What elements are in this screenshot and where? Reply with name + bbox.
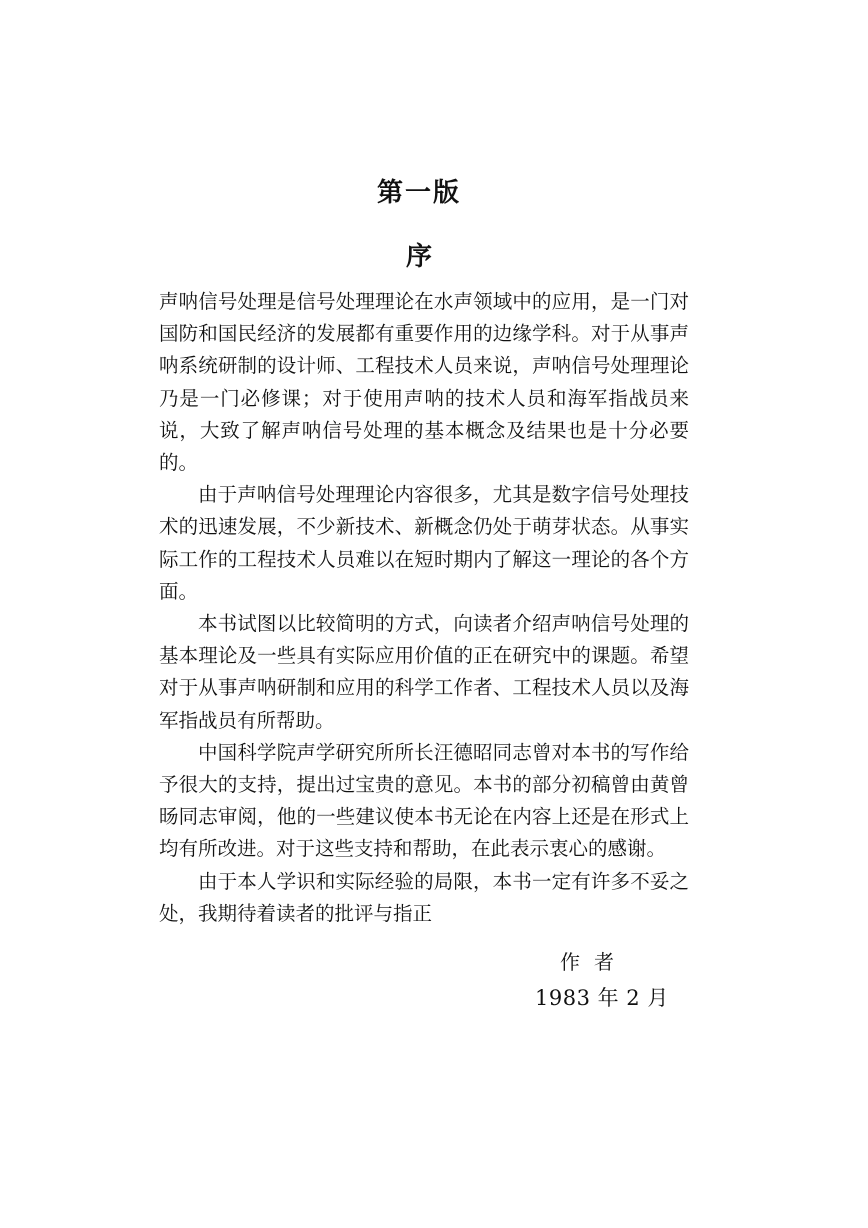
edition-heading: 第一版 (376, 178, 461, 208)
preface-body (159, 286, 689, 930)
preface-paragraph-5: 由于本人学识和实际经验的局限，本书一定有许多不妥之处，我期待着读者的批评与指正 (159, 869, 689, 925)
preface-paragraph-4: 中国科学院声学研究所所长汪德昭同志曾对本书的写作给予很大的支持，提出过宝贵的意见。本书的部分初稿曾由黄曾旸同志审阅，他的一些建议使本书无论在内容上还是在形式上均有所改进。对于这些支持和帮助，在此表示衷心的感谢。 (159, 740, 689, 861)
preface-paragraph-2: 由于声呐信号处理理论内容很多，尤其是数字信号处理技术的迅速发展，不少新技术、新概念仍处于萌芽状态。从事实际工作的工程技术人员难以在短时期内了解这一理论的各个方面。 (159, 483, 689, 603)
preface-date: 1983 年 2 月 (535, 986, 669, 1010)
author-signature: 作者 (560, 950, 628, 974)
preface-paragraph-1: 声呐信号处理是信号处理理论在水声领域中的应用，是一门对国防和国民经济的发展都有重要作用的边缘学科。对于从事声呐系统研制的设计师、工程技术人员来说，声呐信号处理理论乃是一门必修课；对于使用声呐的技术人员和海军指战员来说，大致了解声呐信号处理的基本概念及结果也是十分必要的。 (159, 290, 689, 475)
preface-heading: 序 (405, 242, 432, 272)
preface-paragraph-3: 本书试图以比较简明的方式，向读者介绍声呐信号处理的基本理论及一些具有实际应用价值的正在研究中的课题。希望对于从事声呐研制和应用的科学工作者、工程技术人员以及海军指战员有所帮助。 (159, 612, 689, 732)
